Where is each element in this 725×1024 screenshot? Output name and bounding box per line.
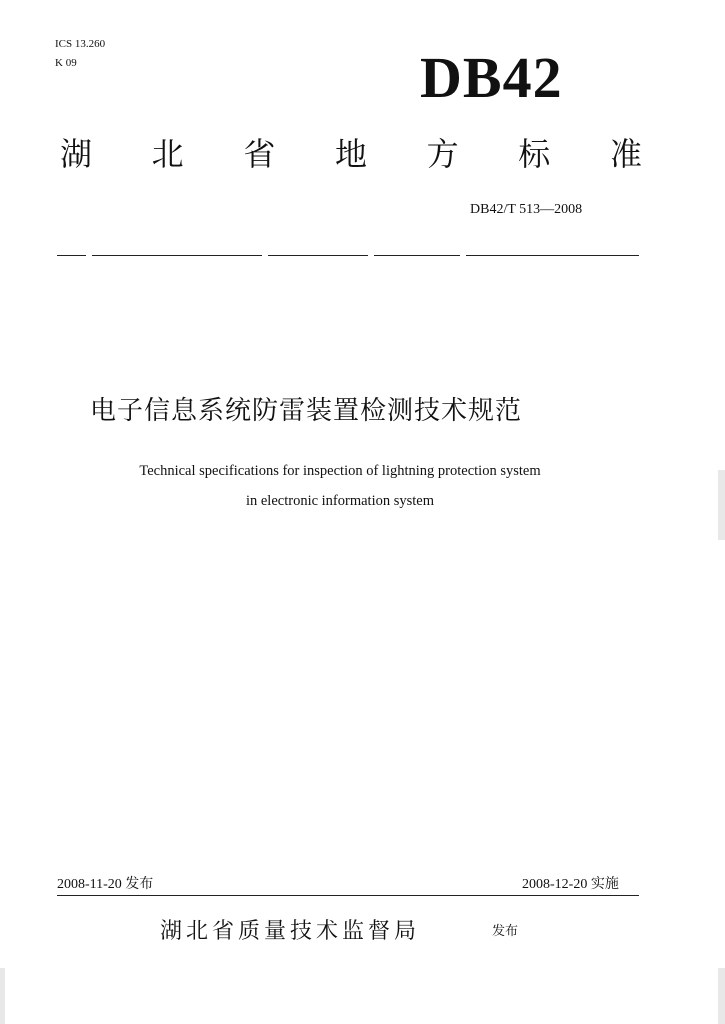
standard-category — [60, 134, 642, 174]
ccs-code: K 09 — [55, 57, 77, 69]
issue-date: 2008-11-20 发布 — [57, 877, 154, 892]
divider-gap — [368, 253, 374, 258]
document-title-english-line2: in electronic information system — [245, 493, 435, 509]
scan-edge-left — [0, 968, 5, 1024]
standard-code-logo: DB42 — [420, 45, 563, 110]
standard-number: DB42/T 513—2008 — [470, 202, 583, 217]
category-char: 准 — [609, 135, 642, 173]
divider-gap — [460, 253, 466, 258]
category-char: 标 — [518, 135, 551, 173]
category-char: 北 — [151, 135, 184, 173]
document-title-chinese: 电子信息系统防雷装置检测技术规范 — [90, 396, 523, 426]
scan-edge-right — [718, 470, 725, 540]
category-char: 方 — [426, 135, 459, 173]
issuing-authority: 湖北省质量技术监督局 — [160, 919, 421, 944]
issuer-suffix: 发布 — [492, 924, 519, 939]
ics-code: ICS 13.260 — [55, 38, 106, 50]
divider-gap — [262, 253, 268, 258]
category-char: 湖 — [60, 135, 93, 173]
top-divider — [57, 255, 639, 256]
category-char: 省 — [243, 135, 276, 173]
divider-gap — [86, 253, 92, 258]
bottom-divider — [57, 895, 639, 896]
category-char: 地 — [334, 135, 367, 173]
scan-edge-right-bottom — [718, 968, 725, 1024]
implementation-date: 2008-12-20 实施 — [522, 877, 619, 892]
document-title-english-line1: Technical specifications for inspection of lightning protection system — [139, 463, 541, 479]
